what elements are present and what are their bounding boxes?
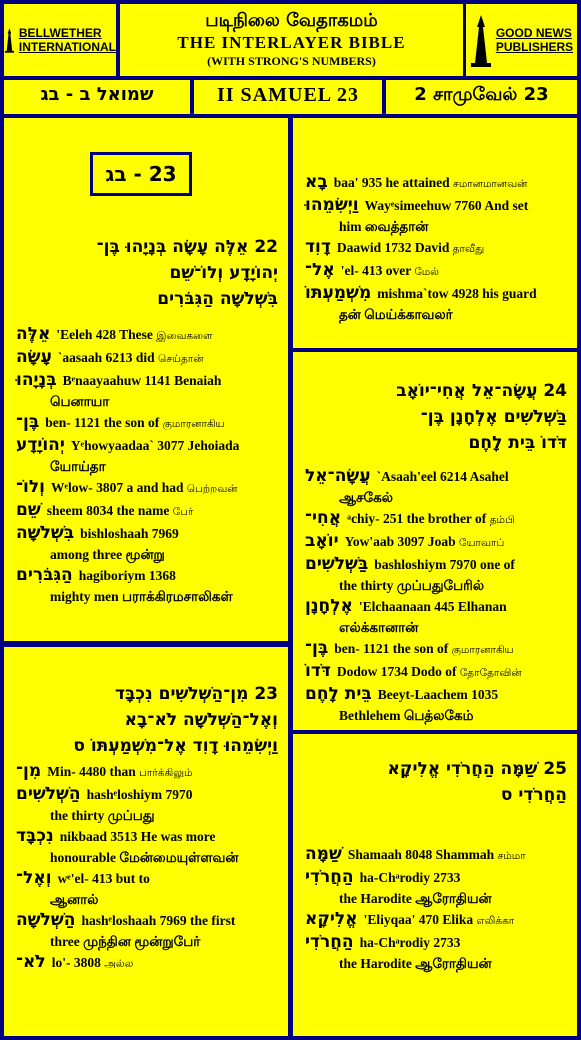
word-entry: [293, 932, 577, 974]
bellwether-tower-icon: [4, 12, 15, 68]
transliteration-gloss: mishma`tow 4928 his guard: [377, 286, 537, 301]
verse-23-line-2: וְאֶל־הַשְּׁלֹשָׁה לֹא־בָא: [124, 710, 278, 730]
hebrew-word: הַשְּׁלֹשָׁה: [16, 910, 76, 930]
transliteration-gloss: baa' 935 he attained: [333, 175, 450, 190]
verse-22-word-list: [4, 324, 288, 607]
transliteration-gloss: 'Elchaanaan 445 Elhanan: [358, 599, 507, 614]
gloss-continuation: the Harodite ஆரோதியன்: [339, 956, 492, 971]
transliteration-gloss: Dodow 1734 Dodo of: [336, 664, 457, 679]
transliteration-gloss: `Asaah'eel 6214 Asahel: [376, 469, 509, 484]
hebrew-word: אֵלֶּה: [16, 324, 51, 344]
tamil-gloss: செய்தான்: [158, 353, 204, 365]
transliteration-gloss: Min- 4480 than: [47, 764, 136, 779]
tamil-gloss: அல்ல: [104, 958, 134, 970]
transliteration-gloss: ben- 1121 the son of: [334, 641, 449, 656]
hebrew-word: אֱלִיקָא: [305, 909, 358, 929]
transliteration-gloss: bashloshiym 7970 one of: [374, 557, 515, 572]
hebrew-word: שַׁמָּה: [305, 844, 342, 864]
transliteration-gloss: ha-Chᵃrodiy 2733: [359, 870, 461, 885]
word-entry: [4, 910, 288, 952]
tamil-gloss: குமாரனாகிய: [162, 418, 225, 430]
hebrew-word: בְּנָיָהוּ: [16, 370, 57, 390]
transliteration-gloss: lo'- 3808: [51, 955, 101, 970]
word-entry: [4, 477, 288, 500]
verse-23-continued-panel: [293, 118, 577, 348]
hebrew-word: אֶל־: [305, 260, 335, 280]
transliteration-gloss: Yow'aab 3097 Joab: [344, 534, 456, 549]
tamil-gloss: பேர்: [172, 506, 194, 518]
word-entry: [4, 370, 288, 412]
verse-24-panel: [293, 352, 577, 730]
gloss-continuation: தன் மெய்க்காவலர்: [339, 307, 453, 322]
hebrew-word: מִן־: [16, 761, 42, 781]
hebrew-word: יוֹאָב: [305, 531, 339, 551]
word-entry: [293, 195, 577, 237]
verse-23-word-list: [4, 761, 288, 975]
nav-english[interactable]: [194, 80, 382, 114]
hebrew-word: הַחֲרֹדִי: [305, 932, 354, 952]
verse-24-word-list: [293, 466, 577, 726]
word-entry: [293, 844, 577, 867]
transliteration-gloss: 'Eeleh 428 These: [56, 327, 153, 342]
word-entry: [4, 952, 288, 975]
title-panel: [120, 4, 463, 76]
verse-25-line-2: הַחֲרֹדִי ס: [500, 785, 567, 805]
hebrew-word: דֹּדוֹ: [305, 661, 331, 681]
verse-22-line-1: 22 אֵלֶּה עָשָׂה בְּנָיָהוּ בֶּן־: [96, 237, 278, 257]
nav-hebrew-label: שמואל ב - בג: [40, 84, 154, 105]
transliteration-gloss: 'el- 413 over: [340, 263, 411, 278]
tamil-gloss: தாவீது: [452, 243, 485, 255]
gloss-continuation: mighty men பராக்கிரமசாலிகள்: [50, 589, 233, 604]
transliteration-gloss: hashᵉloshiym 7970: [86, 787, 193, 802]
gloss-continuation: Bethlehem பெத்லகேம்: [339, 708, 474, 723]
word-entry: [293, 909, 577, 932]
word-entry: [4, 565, 288, 607]
gloss-continuation: பெனாயா: [50, 394, 110, 409]
word-entry: [293, 172, 577, 195]
verse-23-line-3: וַיְשִׂמֵהוּ דָוִד אֶל־מִשְׁמַעְתּוֹ ס: [73, 736, 278, 756]
transliteration-gloss: Beeyt-Laachem 1035: [377, 687, 499, 702]
gloss-continuation: the thirty முப்பது: [50, 808, 155, 823]
hebrew-word: בֵּית לָחֶם: [305, 684, 372, 704]
transliteration-gloss: bishloshaah 7969: [80, 526, 179, 541]
word-entry: [4, 761, 288, 784]
word-entry: [4, 412, 288, 435]
hebrew-word: בַּשְּׁלֹשִׁים: [305, 554, 369, 574]
nav-hebrew[interactable]: [4, 80, 190, 114]
word-entry: [4, 500, 288, 523]
tamil-gloss: தோதோவின்: [459, 667, 522, 679]
word-entry: [293, 283, 577, 325]
verse-23-text: [4, 681, 288, 759]
title-subtitle: (WITH STRONG'S NUMBERS): [207, 54, 376, 68]
hebrew-word: וְלוֹ־: [16, 477, 46, 497]
word-entry: [293, 638, 577, 661]
tamil-gloss: இவைகளை: [156, 330, 213, 342]
transliteration-gloss: Wayᵉsimeehuw 7760 And set: [364, 198, 529, 213]
word-entry: [293, 260, 577, 283]
verse-22-line-2: יְהוֹיָדָע וְלוֹ־שֵׁם: [169, 263, 278, 283]
hebrew-word: בֶּן־: [16, 412, 40, 432]
verse-23-panel: [4, 647, 288, 1036]
logo-right-line-2: PUBLISHERS: [495, 40, 574, 54]
gloss-continuation: ஆசகேல்: [339, 490, 393, 505]
transliteration-gloss: sheem 8034 the name: [46, 503, 170, 518]
hebrew-word: יְהוֹיָדָע: [16, 435, 65, 455]
verse-25-panel: [293, 734, 577, 1036]
transliteration-gloss: hagiboriym 1368: [78, 568, 176, 583]
title-english: THE INTERLAYER BIBLE: [177, 33, 406, 52]
transliteration-gloss: Bᵉnaayaahuw 1141 Benaiah: [62, 373, 222, 388]
tamil-gloss: சமானமானவன்: [453, 178, 528, 190]
transliteration-gloss: ben- 1121 the son of: [45, 415, 160, 430]
verse-22-text: [4, 234, 288, 312]
nav-english-label: II SAMUEL 23: [216, 84, 360, 106]
verse-24-text: [293, 378, 577, 456]
word-entry: [4, 826, 288, 868]
transliteration-gloss: ᵃchiy- 251 the brother of: [347, 511, 487, 526]
word-entry: [293, 684, 577, 726]
tamil-gloss: எலிக்கா: [476, 915, 515, 927]
hebrew-word: אֶלְחָנָן: [305, 596, 353, 616]
transliteration-gloss: hashᵉloshaah 7969 the first: [81, 913, 236, 928]
gloss-continuation: three முந்தின மூன்றுபேர்: [50, 934, 201, 949]
verse-24-line-1: 24 עֲשָׂה־אֵל אֲחִי־יוֹאָב: [396, 381, 567, 401]
tamil-gloss: பெற்றவன்: [186, 483, 238, 495]
hebrew-word: עָשָׂה: [16, 347, 52, 367]
verse-23-line-1: 23 מִן־הַשְּׁלֹשִׁים נִכְבָּד: [115, 684, 278, 704]
word-entry: [293, 466, 577, 508]
transliteration-gloss: Wᵉlow- 3807 a and had: [51, 480, 184, 495]
word-entry: [293, 661, 577, 684]
tamil-gloss: பார்க்கிலும்: [139, 767, 193, 779]
gloss-continuation: the Harodite ஆரோதியன்: [339, 891, 492, 906]
hebrew-word: בָא: [305, 172, 328, 192]
tamil-gloss: மேல்: [414, 266, 439, 278]
logo-right-text: [496, 26, 573, 54]
logo-left-line-1: BELLWETHER: [18, 26, 102, 40]
logo-left-text: [19, 26, 116, 54]
word-entry: [4, 868, 288, 910]
hebrew-word: הַשְּׁלֹשִׁים: [16, 784, 81, 804]
hebrew-word: וְאֶל־: [16, 868, 52, 888]
gloss-continuation: the thirty முப்பதுபேரில்: [339, 578, 485, 593]
word-entry: [293, 596, 577, 638]
transliteration-gloss: wᵉ'el- 413 but to: [57, 871, 150, 886]
word-entry: [4, 435, 288, 477]
hebrew-word: שֵׁם: [16, 500, 41, 520]
word-entry: [293, 867, 577, 909]
word-entry: [4, 523, 288, 565]
word-entry: [4, 784, 288, 826]
verse-23-continued-word-list: [293, 172, 577, 325]
verse-25-line-1: 25 שַׁמָּה הַחֲרֹדִי אֱלִיקָא: [387, 759, 567, 779]
title-tamil: படிநிலை வேதாகமம்: [205, 10, 378, 31]
transliteration-gloss: `aasaah 6213 did: [57, 350, 155, 365]
tamil-gloss: சம்மா: [497, 850, 526, 862]
word-entry: [4, 347, 288, 370]
tamil-gloss: யோவாப்: [459, 537, 505, 549]
verse-24-line-2: בַּשְּׁלֹשִׁים אֶלְחָנָן בֶּן־: [420, 407, 567, 427]
transliteration-gloss: nikbaad 3513 He was more: [59, 829, 216, 844]
transliteration-gloss: 'Eliyqaa' 470 Elika: [363, 912, 474, 927]
hebrew-word: מִשְׁמַעְתּוֹ: [305, 283, 372, 303]
nav-tamil-label: 2 சாமுவேல் 23: [414, 84, 549, 105]
hebrew-word: הַגִּבֹּרִים: [16, 565, 73, 585]
hebrew-word: בִּשְׁלֹשָׁה: [16, 523, 75, 543]
tamil-gloss: தம்பி: [489, 514, 515, 526]
hebrew-word: בֶּן־: [305, 638, 329, 658]
gloss-continuation: யோய்தா: [50, 459, 106, 474]
word-entry: [293, 531, 577, 554]
word-entry: [293, 508, 577, 531]
hebrew-word: נִכְבָּד: [16, 826, 54, 846]
verse-25-word-list: [293, 844, 577, 974]
verse-22-line-3: בִּשְׁלֹשָׁה הַגִּבֹּרִים: [157, 289, 278, 309]
logo-right-panel: [466, 4, 577, 76]
hebrew-word: וַיְשִׂמֵהוּ: [305, 195, 359, 215]
gloss-continuation: எல்க்கானான்: [339, 620, 419, 635]
nav-tamil[interactable]: [386, 80, 577, 114]
hebrew-word: דָוִד: [305, 237, 331, 257]
hebrew-word: לֹא־: [16, 952, 46, 972]
word-entry: [293, 237, 577, 260]
gloss-continuation: among three மூன்று: [50, 547, 165, 562]
transliteration-gloss: Yᵉhowyaadaa` 3077 Jehoiada: [70, 438, 240, 453]
verse-24-line-3: דֹּדוֹ בֵּית לָחֶם: [468, 433, 567, 453]
gloss-continuation: him வைத்தான்: [339, 219, 429, 234]
hebrew-word: הַחֲרֹדִי: [305, 867, 354, 887]
gloss-continuation: honourable மேன்மையுள்ளவன்: [50, 850, 239, 865]
book-stack-icon: [470, 13, 492, 67]
gloss-continuation: ஆனால்: [50, 892, 99, 907]
chapter-heading: 23 - בג: [90, 152, 192, 196]
logo-right-line-1: GOOD NEWS: [495, 26, 572, 40]
transliteration-gloss: Shamaah 8048 Shammah: [347, 847, 495, 862]
transliteration-gloss: Daawid 1732 David: [336, 240, 450, 255]
hebrew-word: עֲשָׂה־אֵל: [305, 466, 371, 486]
word-entry: [4, 324, 288, 347]
word-entry: [293, 554, 577, 596]
hebrew-word: אֲחִי־: [305, 508, 342, 528]
transliteration-gloss: ha-Chᵃrodiy 2733: [359, 935, 461, 950]
logo-left-line-2: INTERNATIONAL: [18, 40, 116, 54]
logo-left-panel: [4, 4, 116, 76]
verse-22-panel: [4, 118, 288, 641]
verse-25-text: [293, 756, 577, 808]
tamil-gloss: குமாரனாகிய: [451, 644, 514, 656]
